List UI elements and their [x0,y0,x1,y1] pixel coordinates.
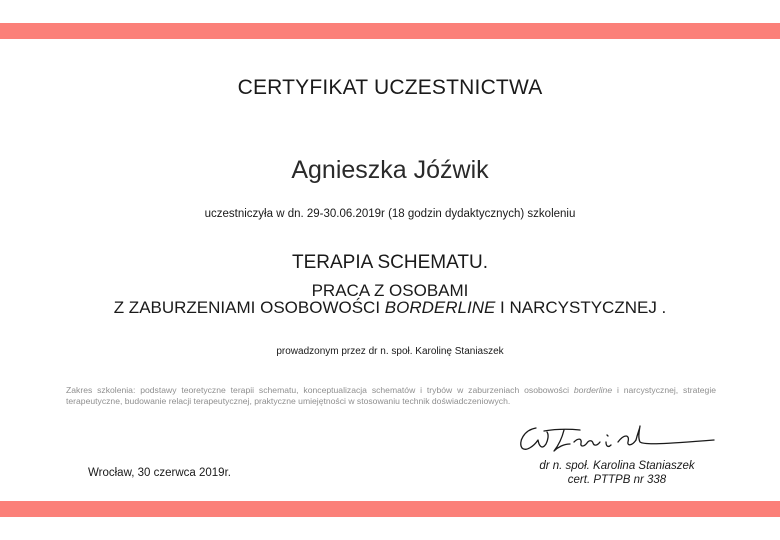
training-scope [66,385,716,406]
course-title: TERAPIA SCHEMATU. [291,252,488,273]
lecturer-text: prowadzonym przez dr n. społ. Karolinę Staniaszek [276,346,504,357]
signatory-name: dr n. społ. Karolina Staniaszek [539,460,695,472]
bottom-decorative-band [0,501,780,517]
participant-name: Agnieszka Jóźwik [291,156,489,184]
course-subtitle-italic: BORDERLINE [384,298,496,317]
handwritten-signature [514,420,719,458]
top-decorative-band [0,23,780,39]
signatory-certification: cert. PTTPB nr 338 [567,474,667,486]
place-and-date: Wrocław, 30 czerwca 2019r. [88,467,231,479]
participation-text: uczestniczyła w dn. 29-30.06.2019r (18 godzin dydaktycznych) szkoleniu [204,208,576,220]
certificate-title: CERTYFIKAT UCZESTNICTWA [237,76,543,99]
course-subtitle-prefix: Z ZABURZENIAMI OSOBOWOŚCI [113,298,385,317]
course-subtitle-line2 [0,298,780,318]
scope-prefix: Zakres szkolenia: podstawy teoretyczne terapii schematu, konceptualizacja schematów i trybów w zaburzeniach osobowości [66,385,574,395]
course-subtitle-suffix: I NARCYSTYCZNEJ . [495,298,667,317]
scope-suffix: i narcystycznej, strategie terapeutyczne, budowanie relacji terapeutycznej, praktyczne umiejętności w stosowaniu technik doświadczeniowych. [66,385,717,406]
course-subtitle-line1: PRACA Z OSOBAMI [311,281,469,300]
scope-italic: borderline [573,385,613,395]
